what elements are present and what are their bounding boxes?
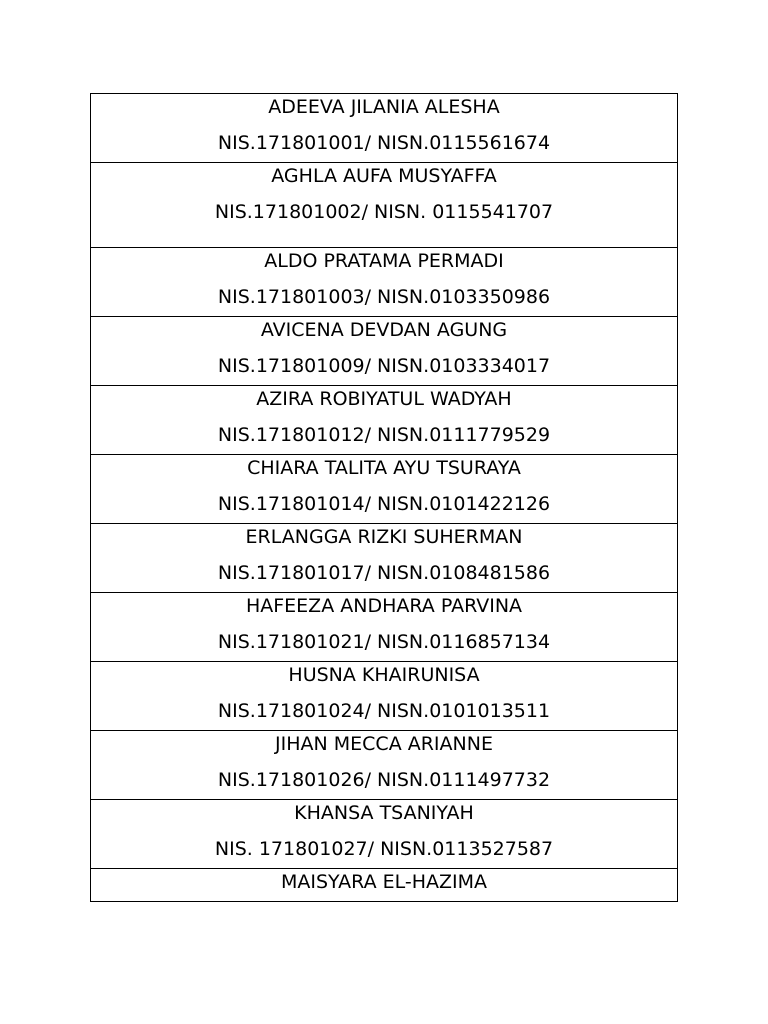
student-name: AGHLA AUFA MUSYAFFA — [271, 165, 497, 187]
table-cell — [91, 731, 678, 800]
table-cell — [91, 869, 678, 902]
table-cell — [91, 317, 678, 386]
table-cell — [91, 94, 678, 163]
student-ids: NIS.171801001/ NISN.0115561674 — [217, 132, 551, 154]
table-cell — [91, 248, 678, 317]
student-table — [90, 93, 678, 902]
table-cell — [91, 524, 678, 593]
table-cell — [91, 163, 678, 248]
student-name: MAISYARA EL-HAZIMA — [280, 871, 488, 893]
table-cell — [91, 593, 678, 662]
table-row — [91, 317, 678, 386]
student-ids: NIS.171801014/ NISN.0101422126 — [217, 493, 551, 515]
student-name: AVICENA DEVDAN AGUNG — [260, 319, 508, 341]
student-ids: NIS.171801026/ NISN.0111497732 — [217, 769, 551, 791]
student-ids: NIS.171801024/ NISN.0101013511 — [217, 700, 551, 722]
table-row — [91, 869, 678, 902]
table-cell — [91, 386, 678, 455]
student-ids: NIS.171801003/ NISN.0103350986 — [217, 286, 551, 308]
student-ids: NIS. 171801027/ NISN.0113527587 — [214, 838, 554, 860]
table-row — [91, 800, 678, 869]
student-name: HUSNA KHAIRUNISA — [288, 664, 480, 686]
table-row — [91, 662, 678, 731]
table-row — [91, 248, 678, 317]
table-cell — [91, 800, 678, 869]
student-ids: NIS.171801017/ NISN.0108481586 — [217, 562, 551, 584]
student-name: JIHAN MECCA ARIANNE — [275, 733, 493, 755]
student-name: ALDO PRATAMA PERMADI — [264, 250, 504, 272]
student-name: CHIARA TALITA AYU TSURAYA — [247, 457, 521, 479]
student-ids: NIS.171801012/ NISN.0111779529 — [217, 424, 551, 446]
table-cell — [91, 662, 678, 731]
table-row — [91, 455, 678, 524]
student-ids: NIS.171801009/ NISN.0103334017 — [217, 355, 551, 377]
table-row — [91, 524, 678, 593]
table-cell — [91, 455, 678, 524]
student-ids: NIS.171801002/ NISN. 0115541707 — [214, 201, 554, 223]
student-name: AZIRA ROBIYATUL WADYAH — [256, 388, 512, 410]
student-name: ADEEVA JILANIA ALESHA — [268, 96, 500, 118]
student-name: ERLANGGA RIZKI SUHERMAN — [245, 526, 523, 548]
student-name: HAFEEZA ANDHARA PARVINA — [245, 595, 523, 617]
table-row — [91, 386, 678, 455]
student-name: KHANSA TSANIYAH — [294, 802, 474, 824]
table-row — [91, 94, 678, 163]
table-row — [91, 731, 678, 800]
table-row — [91, 593, 678, 662]
student-ids: NIS.171801021/ NISN.0116857134 — [217, 631, 551, 653]
table-row — [91, 163, 678, 248]
